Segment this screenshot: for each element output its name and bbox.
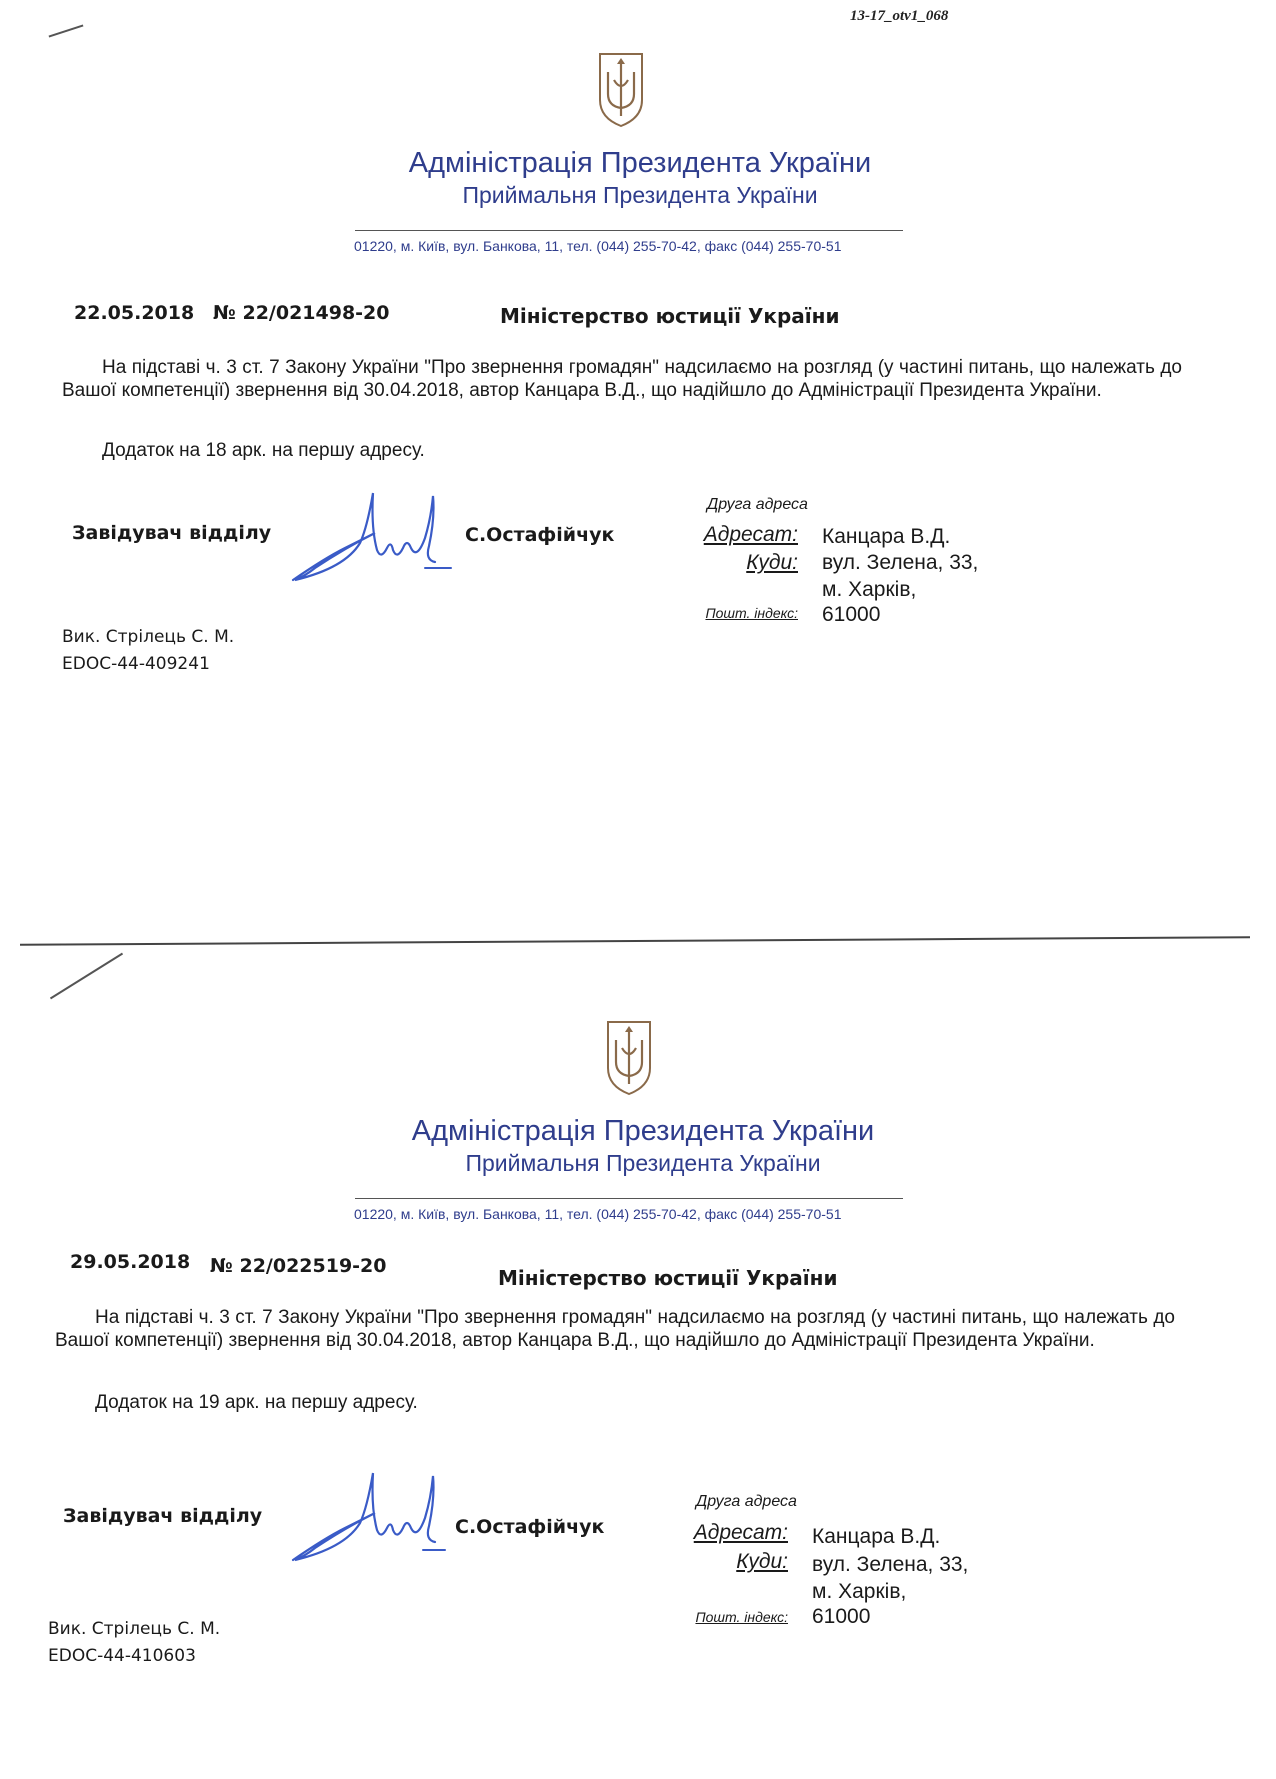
scan-mark: [50, 953, 123, 1000]
header-divider: [355, 1198, 903, 1199]
letter-body: На підставі ч. 3 ст. 7 Закону України "Про звернення громадян" надсилаємо на розгляд (у частині питань, що належать до Вашої компетенції) звернення від 30.04.2018, автор Канцара В.Д., що надійшло до Адміністрації Президента України.: [62, 357, 1182, 401]
addressee-label: Адресат:: [693, 1521, 788, 1544]
executor-block: [62, 624, 234, 678]
street-value: вул. Зелена, 33,: [812, 1553, 969, 1576]
addressee-value: Канцара В.Д.: [812, 1525, 941, 1548]
edoc-number: EDOC-44-409241: [62, 654, 210, 674]
where-label: Куди:: [746, 551, 798, 574]
handwritten-signature: [285, 488, 455, 588]
where-label: Куди:: [736, 1550, 788, 1573]
city-value: м. Харків,: [812, 1580, 907, 1603]
trident-emblem-icon: [604, 1018, 654, 1098]
letter-date: 29.05.2018: [70, 1251, 191, 1273]
recipient: Міністерство юстиції України: [500, 304, 840, 328]
org-address-line: 01220, м. Київ, вул. Банкова, 11, тел. (044) 255-70-42, факс (044) 255-70-51: [354, 238, 842, 254]
header-divider: [355, 230, 903, 231]
executor-block: [48, 1616, 220, 1670]
org-name: Адміністрація Президента України: [411, 1115, 875, 1147]
signer-name: С.Остафійчук: [455, 1516, 605, 1538]
recipient: Міністерство юстиції України: [498, 1266, 838, 1290]
org-header: [300, 146, 980, 210]
postcode-label: Пошт. індекс:: [695, 1609, 788, 1625]
trident-emblem-icon: [596, 50, 646, 130]
addressee-label: Адресат:: [703, 523, 798, 546]
postcode-value: 61000: [812, 1605, 871, 1628]
edoc-number: EDOC-44-410603: [48, 1646, 196, 1666]
city-value: м. Харків,: [822, 578, 917, 601]
org-subtitle: Приймальня Президента України: [465, 1150, 821, 1176]
postcode-label: Пошт. індекс:: [705, 605, 798, 621]
handwritten-signature: [285, 1468, 455, 1568]
street-value: вул. Зелена, 33,: [822, 551, 979, 574]
executor-name: Вик. Стрілець С. М.: [48, 1619, 221, 1639]
addressee-value: Канцара В.Д.: [822, 525, 951, 548]
letter-number: № 22/022519-20: [210, 1255, 387, 1277]
scan-mark: [49, 24, 84, 37]
org-subtitle: Приймальня Президента України: [462, 182, 818, 208]
second-address-title: Друга адреса: [696, 1493, 797, 1510]
letter-body: На підставі ч. 3 ст. 7 Закону України "Про звернення громадян" надсилаємо на розгляд (у частині питань, що належать до Вашої компетенції) звернення від 30.04.2018, автор Канцара В.Д., що надійшло до Адміністрації Президента України.: [55, 1307, 1175, 1351]
org-address-line: 01220, м. Київ, вул. Банкова, 11, тел. (044) 255-70-42, факс (044) 255-70-51: [354, 1206, 842, 1222]
executor-name: Вик. Стрілець С. М.: [62, 627, 235, 647]
second-address-title: Друга адреса: [707, 496, 808, 513]
postcode-value: 61000: [822, 603, 881, 626]
signer-name: С.Остафійчук: [465, 524, 615, 546]
org-header: [303, 1114, 983, 1178]
page-reference-number: 13-17_otv1_068: [850, 8, 949, 24]
signer-role: Завідувач відділу: [63, 1505, 263, 1527]
attachment-note: Додаток на 18 арк. на першу адресу.: [102, 440, 425, 461]
attachment-note: Додаток на 19 арк. на першу адресу.: [95, 1392, 418, 1413]
org-name: Адміністрація Президента України: [408, 147, 872, 179]
letter-date: 22.05.2018: [74, 302, 195, 324]
fold-line: [20, 936, 1250, 946]
signer-role: Завідувач відділу: [72, 522, 272, 544]
letter-number: № 22/021498-20: [213, 302, 390, 324]
